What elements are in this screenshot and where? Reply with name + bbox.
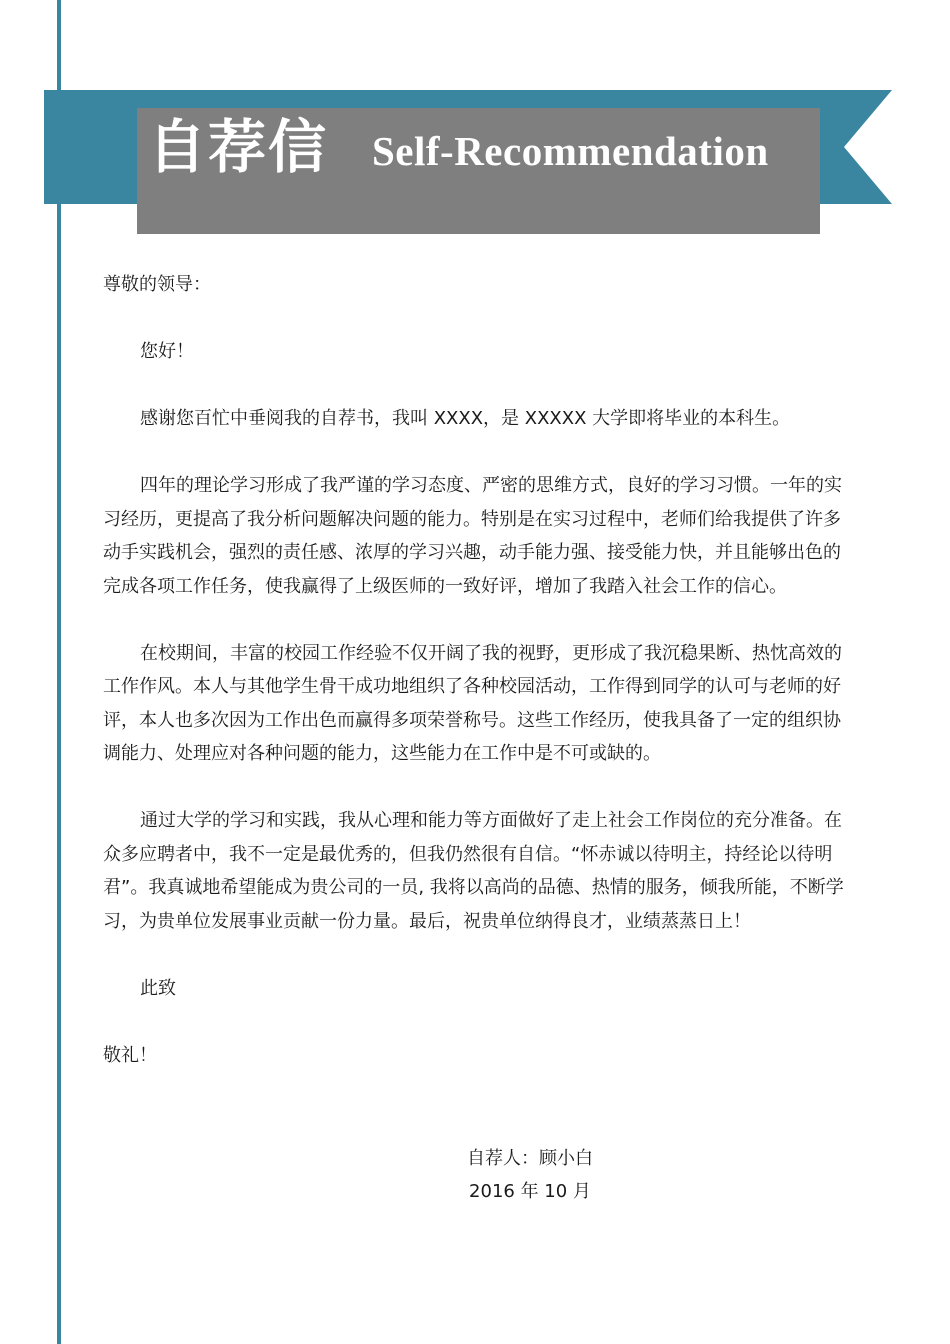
title-chinese: 自荐信 [148, 113, 329, 181]
letter-body [103, 268, 858, 1072]
paragraph-1: 感谢您百忙中垂阅我的自荐书，我叫 XXXX，是 XXXXX 大学即将毕业的本科生。 [140, 408, 791, 429]
closing-salute: 敬礼！ [103, 1044, 157, 1066]
closing-respectfully: 此致 [140, 977, 176, 999]
paragraph-4: 通过大学的学习和实践，我从心理和能力等方面做好了走上社会工作岗位的充分准备。在众多应聘者中，我不一定是最优秀的，但我仍然很有自信。“怀赤诚以待明主，持经论以待明君”。我真诚地希望能成为贵公司的一员, 我将以高尚的品德、热情的服务，倾我所能，不断学习，为贵单位发展事业贡献一份力量。最后，祝贵单位纳得良才，业绩蒸蒸日上！ [103, 810, 844, 932]
title-english: Self-Recommendation [372, 128, 769, 174]
paragraph-3: 在校期间，丰富的校园工作经验不仅开阔了我的视野，更形成了我沉稳果断、热忱高效的工作作风。本人与其他学生骨干成功地组织了各种校园活动，工作得到同学的认可与老师的好评，本人也多次因为工作出色而赢得多项荣誉称号。这些工作经历，使我具备了一定的组织协调能力、处理应对各种问题的能力，这些能力在工作中是不可或缺的。 [103, 642, 842, 764]
salutation: 尊敬的领导： [103, 274, 211, 295]
signature-date: 2016 年 10 月 [469, 1181, 591, 1202]
greeting: 您好！ [140, 341, 194, 362]
signature-name: 自荐人：顾小白 [467, 1148, 593, 1169]
paragraph-2: 四年的理论学习形成了我严谨的学习态度、严密的思维方式，良好的学习习惯。一年的实习经历，更提高了我分析问题解决问题的能力。特别是在实习过程中，老师们给我提供了许多动手实践机会，强烈的责任感、浓厚的学习兴趣，动手能力强、接受能力快，并且能够出色的完成各项工作任务，使我赢得了上级医师的一致好评，增加了我踏入社会工作的信心。 [103, 475, 842, 597]
signature-block [430, 1142, 630, 1208]
